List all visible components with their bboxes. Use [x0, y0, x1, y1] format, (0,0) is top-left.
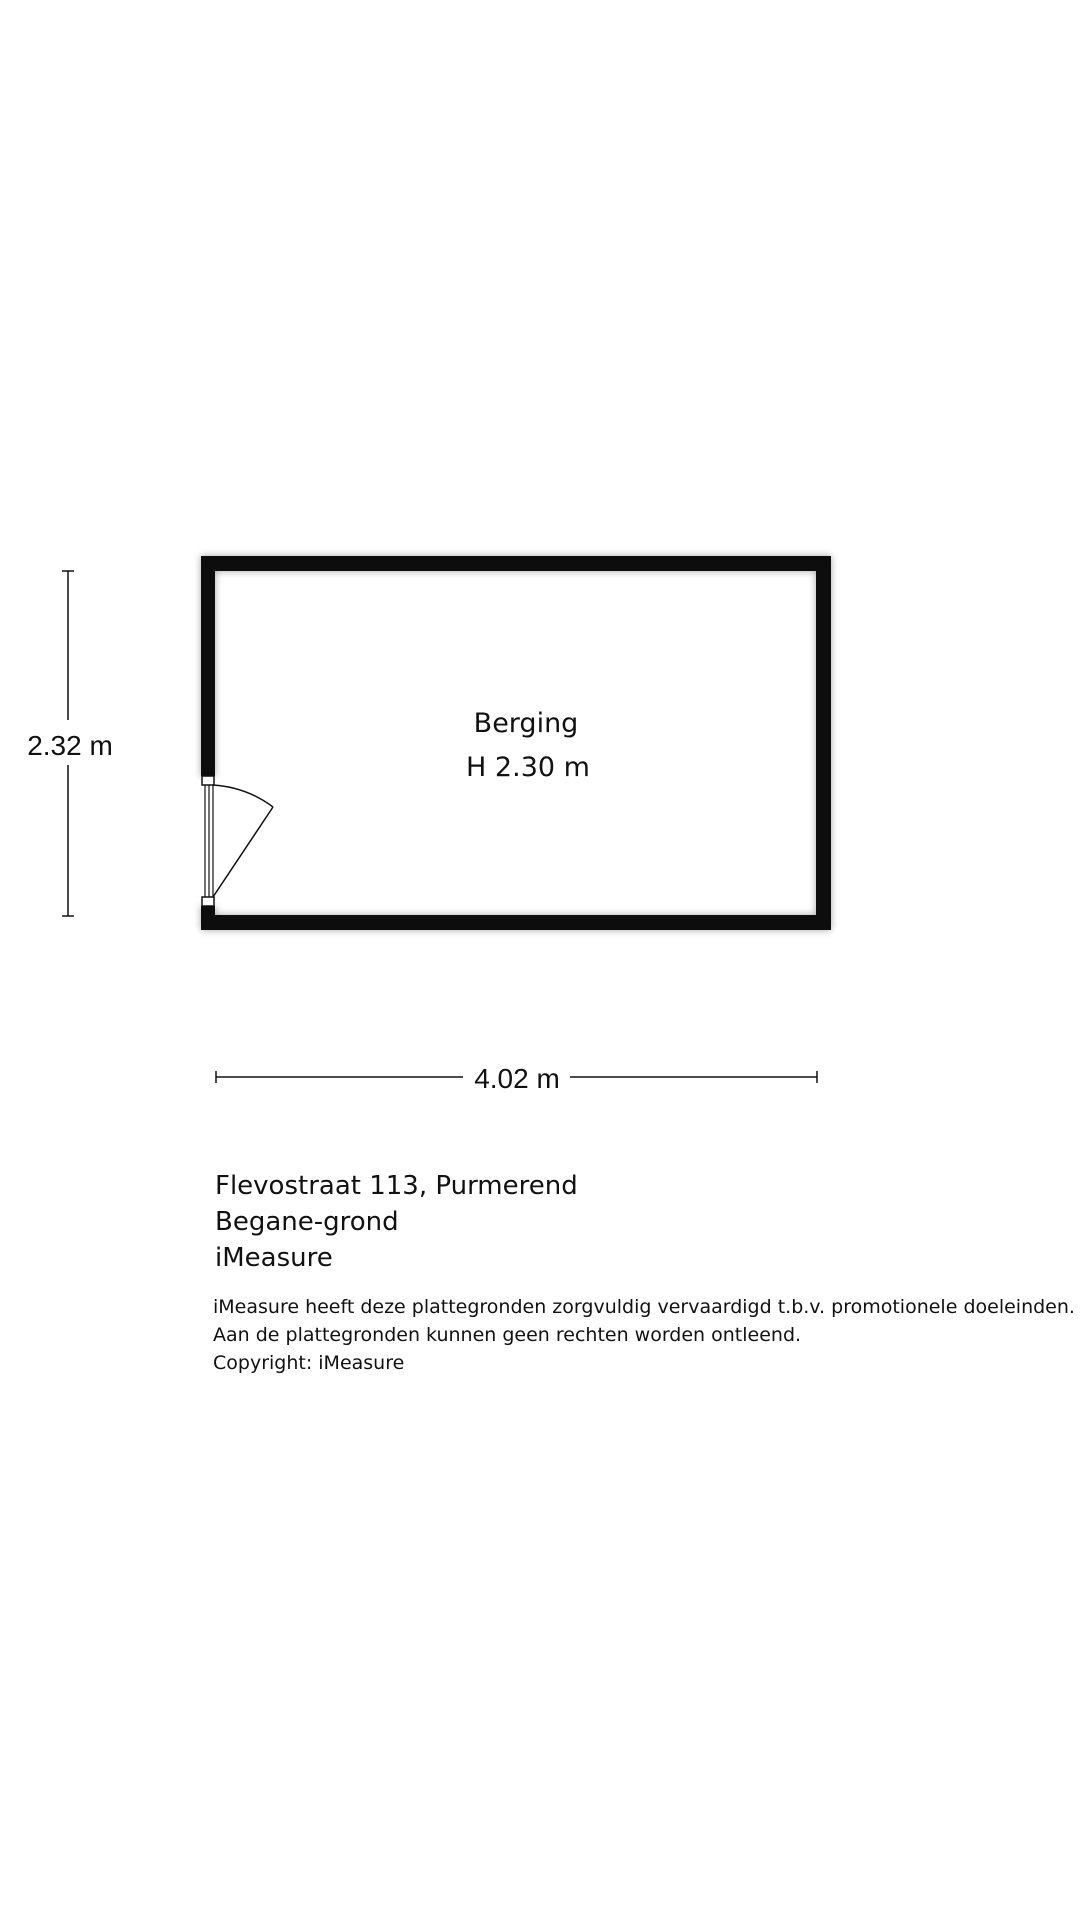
room-height: H 2.30 m [466, 752, 590, 783]
room-walls [201, 556, 831, 930]
disclaimer [213, 1293, 1073, 1377]
company-name: iMeasure [215, 1243, 333, 1273]
plan-info [215, 1168, 1065, 1276]
floor-name: Begane-grond [215, 1207, 399, 1237]
door-swing-arc [213, 785, 273, 807]
disclaimer-line-1: iMeasure heeft deze plattegronden zorgvuldig vervaardigd t.b.v. promotionele doeleinden. [213, 1296, 1075, 1318]
door [202, 776, 273, 906]
width-dimension-label: 4.02 m [474, 1063, 560, 1094]
height-dimension-label: 2.32 m [27, 730, 113, 761]
door-leaf [213, 807, 273, 897]
room-name: Berging [473, 708, 579, 739]
address: Flevostraat 113, Purmerend [215, 1171, 578, 1201]
copyright: Copyright: iMeasure [213, 1352, 405, 1374]
disclaimer-line-2: Aan de plattegronden kunnen geen rechten worden ontleend. [213, 1324, 802, 1346]
